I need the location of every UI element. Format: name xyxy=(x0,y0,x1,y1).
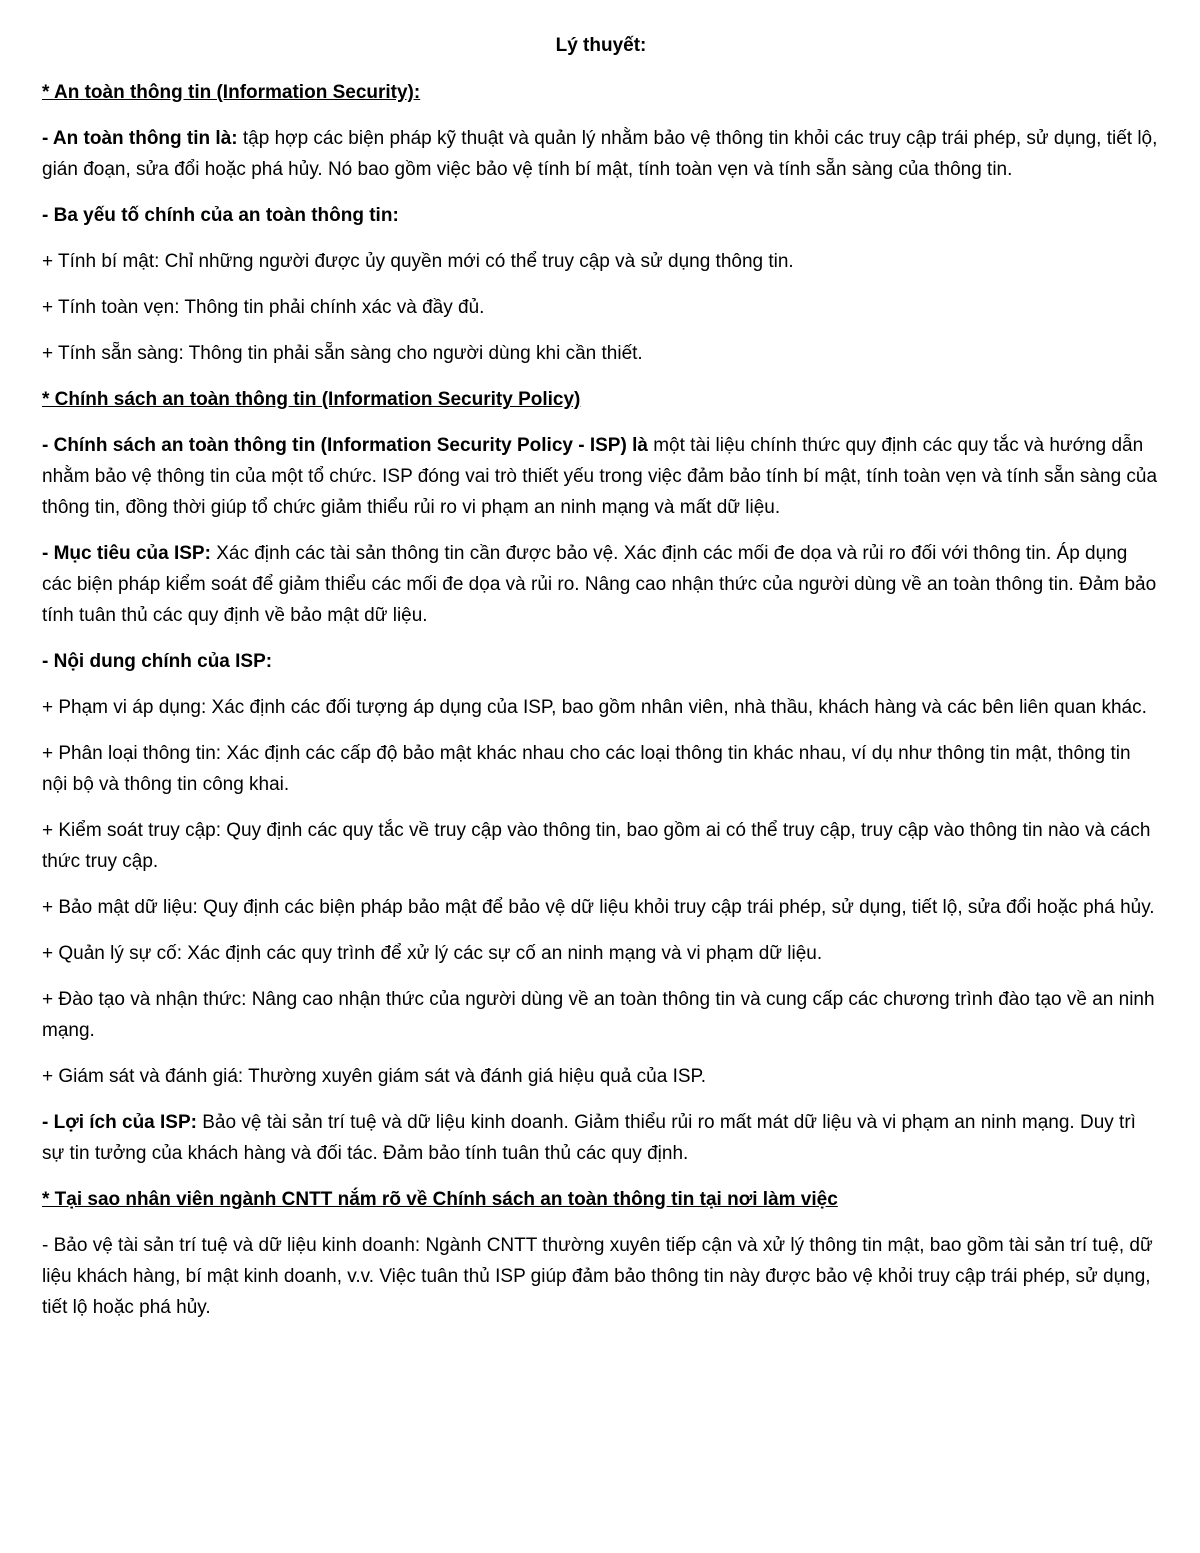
isp-benefits-text: Bảo vệ tài sản trí tuệ và dữ liệu kinh doanh. Giảm thiểu rủi ro mất mát dữ liệu và vi phạm an ninh mạng. Duy trì sự tin tưởng của khách hàng và đối tác. Đảm bảo tính tuân thủ các quy định. xyxy=(42,1112,1136,1164)
section-heading-why-it-staff: * Tại sao nhân viên ngành CNTT nắm rõ về Chính sách an toàn thông tin tại nơi làm việc xyxy=(42,1189,838,1210)
isp-goals-text: Xác định các tài sản thông tin cần được bảo vệ. Xác định các mối đe dọa và rủi ro đối với thông tin. Áp dụng các biện pháp kiểm soát để giảm thiểu các mối đe dọa và rủi ro. Nâng cao nhận thức của người dùng về an toàn thông tin. Đảm bảo tính tuân thủ các quy định về bảo mật dữ liệu. xyxy=(42,543,1157,626)
isp-content-label: - Nội dung chính của ISP: xyxy=(42,651,273,672)
list-item-access-control: + Kiểm soát truy cập: Quy định các quy tắc về truy cập vào thông tin, bao gồm ai có thể truy cập, truy cập vào thông tin nào và cách thức truy cập. xyxy=(42,820,1151,872)
section-heading-security-policy: * Chính sách an toàn thông tin (Information Security Policy) xyxy=(42,389,581,410)
paragraph-definition xyxy=(42,123,1160,185)
list-item-training: + Đào tạo và nhận thức: Nâng cao nhận thức của người dùng về an toàn thông tin và cung cấp các chương trình đào tạo về an ninh mạng. xyxy=(42,989,1155,1041)
paragraph-three-elements-label xyxy=(42,200,1160,231)
definition-text: tập hợp các biện pháp kỹ thuật và quản lý nhằm bảo vệ thông tin khỏi các truy cập trái phép, sử dụng, tiết lộ, gián đoạn, sửa đổi hoặc phá hủy. Nó bao gồm việc bảo vệ tính bí mật, tính toàn vẹn và tính sẵn sàng của thông tin. xyxy=(42,128,1158,180)
list-item-classification: + Phân loại thông tin: Xác định các cấp độ bảo mật khác nhau cho các loại thông tin khác nhau, ví dụ như thông tin mật, thông tin nội bộ và thông tin công khai. xyxy=(42,743,1131,795)
paragraph-protect-assets: - Bảo vệ tài sản trí tuệ và dữ liệu kinh doanh: Ngành CNTT thường xuyên tiếp cận và xử lý thông tin mật, bao gồm tài sản trí tuệ, dữ liệu khách hàng, bí mật kinh doanh, v.v. Việc tuân thủ ISP giúp đảm bảo thông tin này được bảo vệ khỏi truy cập trái phép, sử dụng, tiết lộ hoặc phá hủy. xyxy=(42,1235,1153,1318)
paragraph-isp-goals xyxy=(42,538,1160,631)
isp-definition-label: - Chính sách an toàn thông tin (Information Security Policy - ISP) là xyxy=(42,435,648,456)
list-item-availability: + Tính sẵn sàng: Thông tin phải sẵn sàng cho người dùng khi cần thiết. xyxy=(42,343,643,364)
paragraph-isp-definition xyxy=(42,430,1160,523)
section-heading-information-security: * An toàn thông tin (Information Security): xyxy=(42,82,421,103)
document-title: Lý thuyết: xyxy=(555,35,647,56)
definition-label: - An toàn thông tin là: xyxy=(42,128,238,149)
three-elements-label: - Ba yếu tố chính của an toàn thông tin: xyxy=(42,205,399,226)
list-item-confidentiality: + Tính bí mật: Chỉ những người được ủy quyền mới có thể truy cập và sử dụng thông tin. xyxy=(42,251,794,272)
list-item-monitoring: + Giám sát và đánh giá: Thường xuyên giám sát và đánh giá hiệu quả của ISP. xyxy=(42,1066,707,1087)
paragraph-isp-benefits xyxy=(42,1107,1160,1169)
isp-definition-text: một tài liệu chính thức quy định các quy tắc và hướng dẫn nhằm bảo vệ thông tin của một tổ chức. ISP đóng vai trò thiết yếu trong việc đảm bảo tính bí mật, tính toàn vẹn và tính sẵn sàng của thông tin, đồng thời giúp tổ chức giảm thiểu rủi ro vi phạm an ninh mạng và mất dữ liệu. xyxy=(42,435,1158,518)
list-item-integrity: + Tính toàn vẹn: Thông tin phải chính xác và đầy đủ. xyxy=(42,297,485,318)
isp-benefits-label: - Lợi ích của ISP: xyxy=(42,1112,197,1133)
list-item-data-security: + Bảo mật dữ liệu: Quy định các biện pháp bảo mật để bảo vệ dữ liệu khỏi truy cập trái phép, sử dụng, tiết lộ, sửa đổi hoặc phá hủy. xyxy=(42,897,1155,918)
list-item-scope: + Phạm vi áp dụng: Xác định các đối tượng áp dụng của ISP, bao gồm nhân viên, nhà thầu, khách hàng và các bên liên quan khác. xyxy=(42,697,1147,718)
paragraph-isp-content-label xyxy=(42,646,1160,677)
list-item-incident-management: + Quản lý sự cố: Xác định các quy trình để xử lý các sự cố an ninh mạng và vi phạm dữ liệu. xyxy=(42,943,823,964)
isp-goals-label: - Mục tiêu của ISP: xyxy=(42,543,211,564)
